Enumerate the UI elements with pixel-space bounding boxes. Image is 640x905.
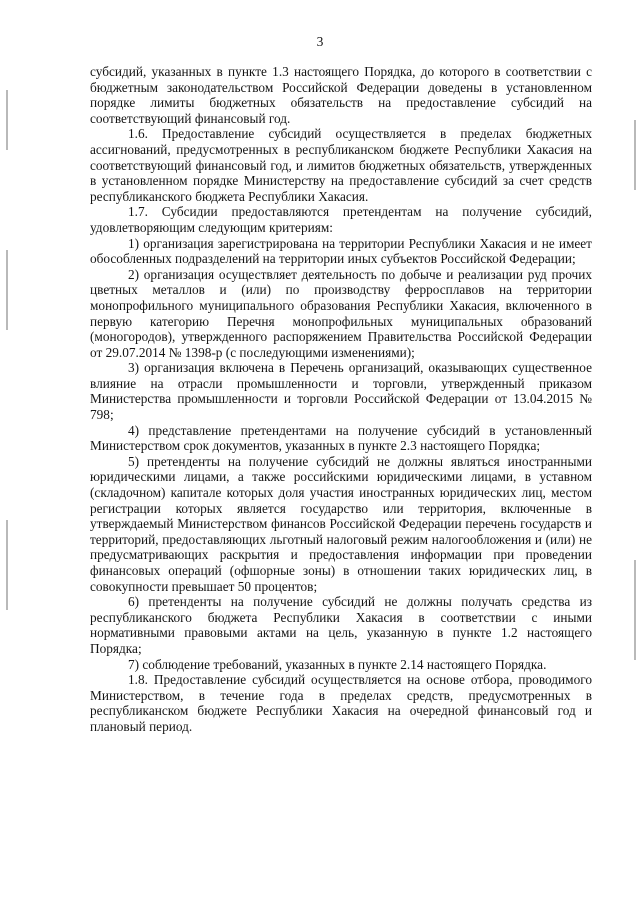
- criterion-7: 7) соблюдение требований, указанных в пункте 2.14 настоящего Порядка.: [128, 656, 547, 672]
- page-number: 3: [316, 34, 324, 49]
- criterion-3: 3) организация включена в Перечень организаций, оказывающих существенное влияние на отрасли промышленности и торговли, утвержденный приказом Министерства промышленности и торговли Российской Федерации от 13.04.2015 № 798;: [90, 360, 592, 423]
- paragraph-1-6: 1.6. Предоставление субсидий осуществляется в пределах бюджетных ассигнований, предусмотренных в республиканском бюджете Республики Хакасия на соответствующий финансовый год, и лимитов бюджетных обязательств, утвержденных в установленном порядке Министерству на предоставление субсидий за счет средств республиканского бюджета Республики Хакасия.: [90, 126, 592, 204]
- scan-edge-mark: [6, 250, 8, 330]
- scan-edge-mark: [634, 120, 636, 190]
- paragraph-1-8: 1.8. Предоставление субсидий осуществляется на основе отбора, проводимого Министерством, в течение года в пределах средств, предусмотренных в республиканском бюджете Республики Хакасия на очередной финансовый год и плановый период.: [90, 672, 592, 734]
- document-body: [90, 64, 592, 735]
- criterion-1: 1) организация зарегистрирована на территории Республики Хакасия и не имеет обособленных подразделений на территории иных субъектов Российской Федерации;: [90, 235, 592, 267]
- criterion-2: 2) организация осуществляет деятельность по добыче и реализации руд прочих цветных металлов и (или) по производству ферросплавов на территории монопрофильного муниципального образования Республики Хакасия, включенного в первую категорию Перечня монопрофильных муниципальных образований (моногородов), утвержденного распоряжением Правительства Российской Федерации от 29.07.2014 № 1398-р (с последующими изменениями);: [90, 266, 592, 360]
- paragraph-1-7: 1.7. Субсидии предоставляются претендентам на получение субсидий, удовлетворяющим следующим критериям:: [90, 204, 592, 235]
- paragraph-continuation: субсидий, указанных в пункте 1.3 настоящего Порядка, до которого в соответствии с бюджетным законодательством Российской Федерации доведены в установленном порядке лимиты бюджетных обязательств на предоставление субсидий на соответствующий финансовый год.: [90, 64, 592, 126]
- scan-edge-mark: [6, 90, 8, 150]
- criterion-6: 6) претенденты на получение субсидий не должны получать средства из республиканского бюджета Республики Хакасия в соответствии с иными нормативными правовыми актами на цель, указанную в пункте 1.2 настоящего Порядка;: [90, 594, 592, 656]
- scan-edge-mark: [6, 520, 8, 610]
- criterion-4: 4) представление претендентами на получение субсидий в установленный Министерством срок документов, указанных в пункте 2.3 настоящего Порядка;: [90, 422, 592, 454]
- criterion-5: 5) претенденты на получение субсидий не должны являться иностранными юридическими лицами, а также российскими юридическими лицами, в уставном (складочном) капитале которых доля участия иностранных юридических лиц, местом регистрации которых является государство или территория, включенные в утверждаемый Министерством финансов Российской Федерации перечень государств и территорий, предоставляющих льготный налоговый режим налогообложения и (или) не предусматривающих раскрытия и предоставления информации при проведении финансовых операций (офшорные зоны) в отношении таких юридических лиц, в совокупности превышает 50 процентов;: [90, 453, 592, 594]
- scan-edge-mark: [634, 560, 636, 660]
